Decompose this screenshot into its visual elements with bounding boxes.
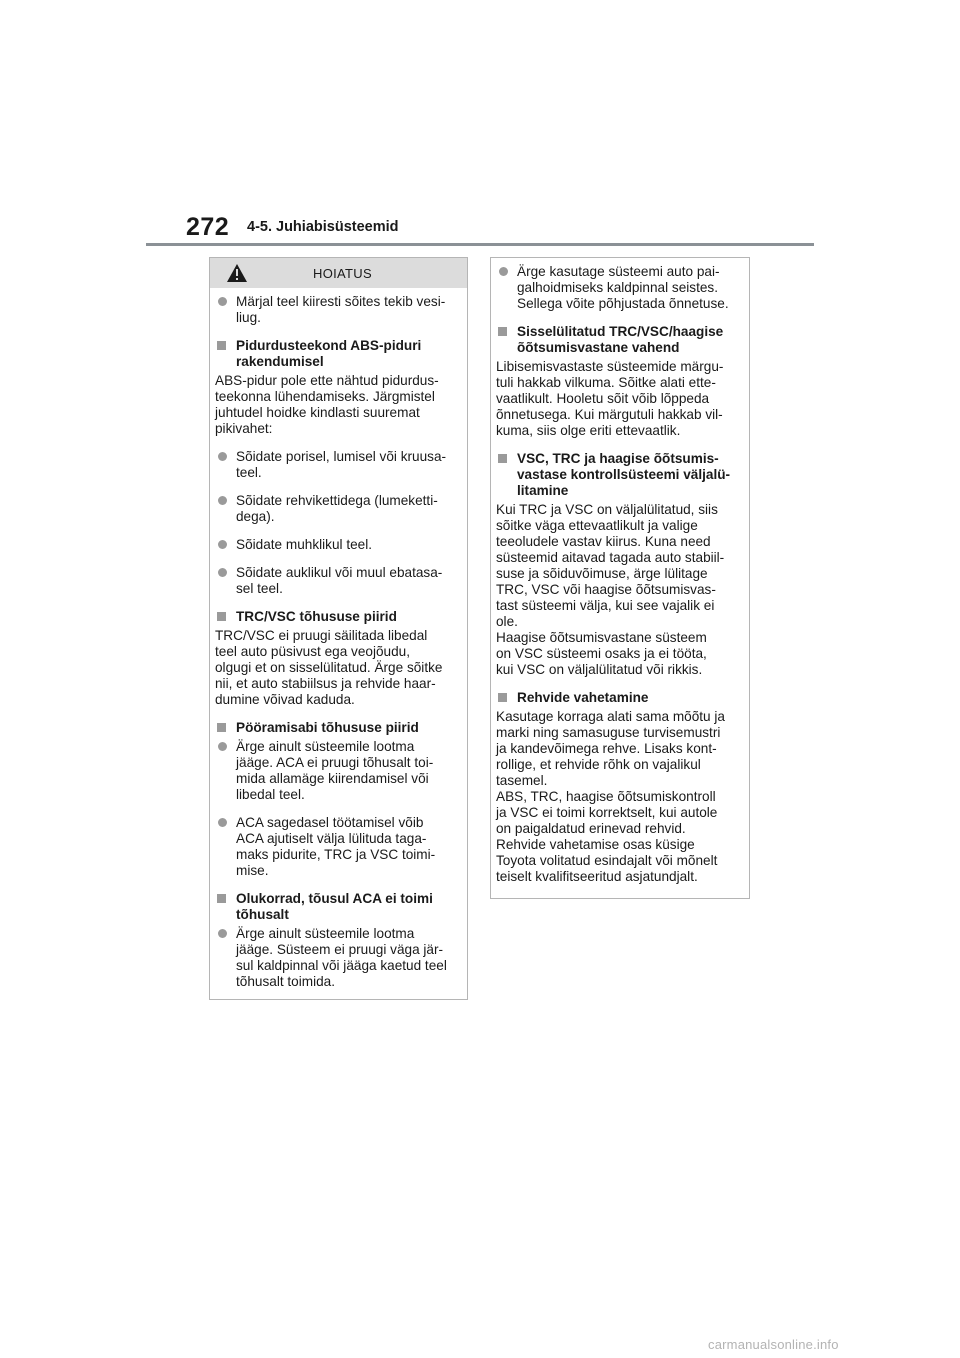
bullet-dot-icon [218,297,227,306]
header-divider [146,243,814,246]
section-heading [215,609,462,625]
chapter-title: 4-5. Juhiabisüsteemid [247,219,399,235]
entry-text: Märjal teel kiiresti sõites tekib vesi- liug. [236,294,446,325]
entry-text: Sõidate muhklikul teel. [236,537,373,552]
bullet-item [215,815,462,879]
entry-text: ABS-pidur pole ette nähtud pidurdus- teekonna lühendamiseks. Järgmistel juhtudel hoidke kindlasti suuremat pikivahet: [215,373,439,436]
paragraph [496,502,744,678]
bullet-dot-icon [499,267,508,276]
square-bullet-icon [217,894,226,903]
section-heading [215,338,462,370]
square-bullet-icon [498,327,507,336]
bullet-dot-icon [218,929,227,938]
warning-triangle-icon [226,263,248,283]
bullet-item [215,493,462,525]
entry-text: VSC, TRC ja haagise õõtsumis- vastase kontrollsüsteemi väljalü- litamine [517,451,731,498]
entry-text: Sõidate auklikul või muul ebatasa- sel teel. [236,565,443,596]
info-body [491,258,749,885]
entry-text: Ärge ainult süsteemile lootma jääge. Süsteem ei pruugi väga jär- sul kaldpinnal või jääga kaetud teel tõhusalt toimida. [236,926,447,989]
bullet-item [215,926,462,990]
entry-text: ACA sagedasel töötamisel võib ACA ajutiselt välja lülituda taga- maks pidurite, TRC ja VSC toimi- mise. [236,815,436,878]
paragraph [496,359,744,439]
bullet-dot-icon [218,742,227,751]
entry-text: Pööramisabi tõhususe piirid [236,720,419,735]
warning-title: HOIATUS [313,265,372,281]
square-bullet-icon [498,693,507,702]
paragraph [215,628,462,708]
info-box-continued [490,257,750,899]
bullet-dot-icon [218,452,227,461]
bullet-item [215,739,462,803]
entry-text: Ärge ainult süsteemile lootma jääge. ACA ei pruugi tõhusalt toi- mida allamäge kiirendamisel või libedal teel. [236,739,434,802]
section-heading [215,891,462,923]
section-heading [496,690,744,706]
section-heading [215,720,462,736]
warning-box [209,257,468,1000]
entry-text: Sõidate porisel, lumisel või kruusa- teel. [236,449,447,480]
section-heading [496,451,744,499]
bullet-item [215,565,462,597]
section-heading [496,324,744,356]
entry-text: TRC/VSC ei pruugi säilitada libedal teel auto püsivust ega veojõudu, olgugi et on sisselülitatud. Ärge sõitke nii, et auto stabiilsus ja rehvide haar- dumine võivad kaduda. [215,628,443,707]
entry-text: Kasutage korraga alati sama mõõtu ja marki ning samasuguse turvisemustri ja kandevõimega rehve. Lisaks kont- rollige, et rehvide rõhk on vajalikul tasemel. ABS, TRC, haagise õõtsumiskontroll ja VSC ei toimi korrektselt, kui autole on paigaldatud erinevad rehvid. Rehvide vahetamise osas küsige Toyota volitatud esindajalt või mõnelt teiselt kvalifitseeritud asjatundjalt. [496,709,725,884]
entry-text: Pidurdusteekond ABS-piduri rakendumisel [236,338,422,369]
warning-header [210,258,467,288]
bullet-item [496,264,744,312]
square-bullet-icon [498,454,507,463]
entry-text: Ärge kasutage süsteemi auto pai- galhoidmiseks kaldpinnal seistes. Sellega võite põhjustada õnnetuse. [517,264,729,311]
bullet-item [215,449,462,481]
bullet-item [215,294,462,326]
square-bullet-icon [217,341,226,350]
entry-text: Sisselülitatud TRC/VSC/haagise õõtsumisvastane vahend [517,324,724,355]
warning-body [210,288,467,990]
bullet-dot-icon [218,540,227,549]
entry-text: Libisemisvastaste süsteemide märgu- tuli hakkab vilkuma. Sõitke alati ette- vaatlikult. Hooletu sõit võib lõppeda õnnetusega. Kui märgutuli hakkab vil- kuma, siis olge eriti ettevaatlik. [496,359,724,438]
bullet-item [215,537,462,553]
bullet-dot-icon [218,818,227,827]
paragraph [215,373,462,437]
paragraph [496,709,744,885]
entry-text: Olukorrad, tõusul ACA ei toimi tõhusalt [236,891,433,922]
page-number: 272 [186,213,230,241]
entry-text: TRC/VSC tõhususe piirid [236,609,397,624]
bullet-dot-icon [218,496,227,505]
entry-text: Kui TRC ja VSC on väljalülitatud, siis sõitke väga ettevaatlikult ja valige teeoludele vastav kiirus. Kuna need süsteemid aitavad tagada auto stabiil- suse ja sõiduvõimuse, ärge lülitage TRC, VSC või haagise õõtsumisvas- tast süsteemi välja, kui see vajalik ei ole. Haagise õõtsumisvastane süsteem on VSC süsteemi osaks ja ei tööta, kui VSC on väljalülitatud või rikkis. [496,502,725,677]
entry-text: Rehvide vahetamine [517,690,649,705]
square-bullet-icon [217,612,226,621]
bullet-dot-icon [218,568,227,577]
watermark: carmanualsonline.info [708,1337,839,1352]
square-bullet-icon [217,723,226,732]
entry-text: Sõidate rehvikettidega (lumeketti- dega). [236,493,438,524]
